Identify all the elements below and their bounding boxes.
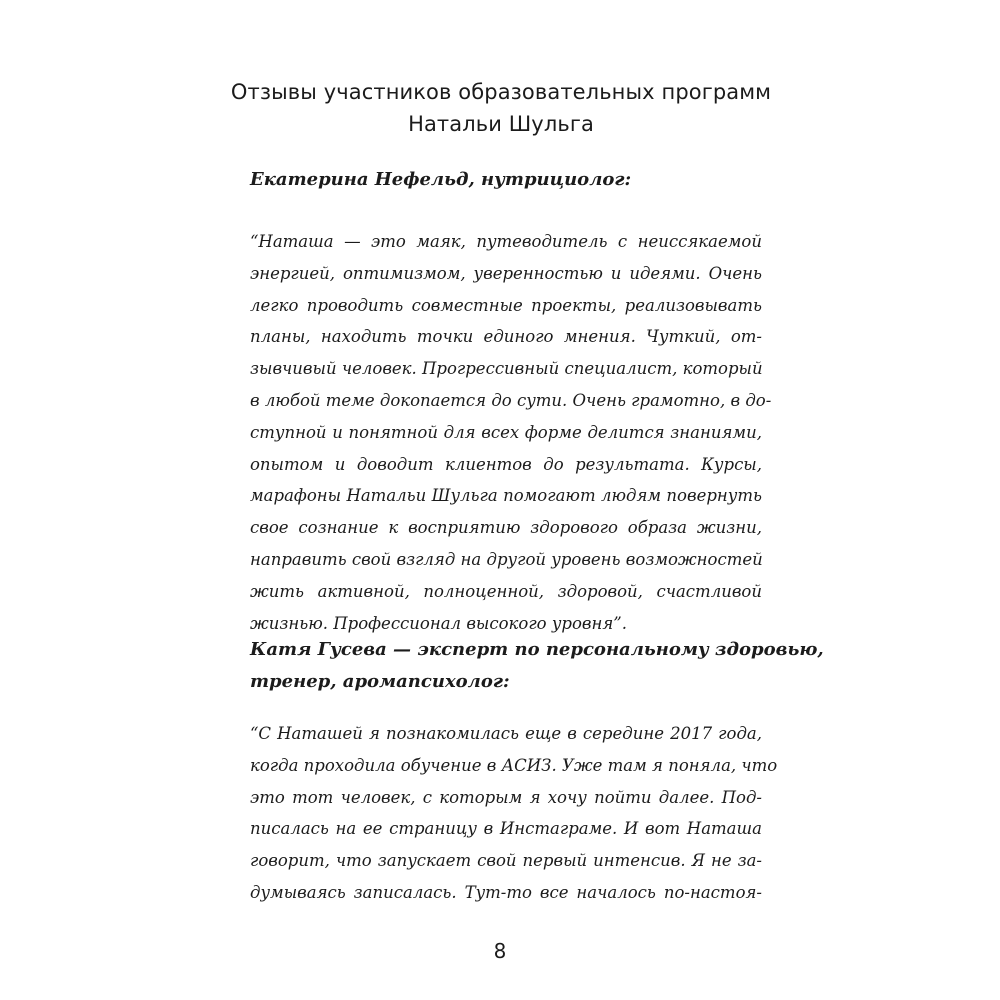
review-text-line: марафоны Натальи Шульга помогают людям повернуть [250,486,762,506]
page-title [160,76,842,140]
review-text-line: это тот человек, с которым я хочу пойти далее. Под- [250,787,762,807]
page-number: 8 [493,939,507,963]
review-text-line: когда проходила обучение в АСИЗ. Уже там я поняла, что [250,755,778,775]
review-1-author [250,164,762,196]
review-1-text [250,226,772,639]
review-text-line: говорит, что запускает свой первый интенсив. Я не за- [250,851,762,871]
review-text-line: планы, находить точки единого мнения. Чуткий, от- [250,327,762,347]
review-2-author [250,634,824,698]
review-text-line: направить свой взгляд на другой уровень возможностей [250,549,763,569]
review-author-line: Екатерина Нефельд, нутрициолог: [250,169,632,190]
review-text-line: легко проводить совместные проекты, реализовывать [250,295,762,315]
review-text-line: писалась на ее страницу в Инстаграме. И вот Наташа [250,819,762,839]
page-title-line: Натальи Шульга [408,112,594,136]
review-text-line: “Наташа — это маяк, путеводитель с неиссякаемой [250,232,762,251]
review-2-text [250,718,778,909]
review-text-line: свое сознание к восприятию здорового образа жизни, [250,518,762,538]
review-text-line: опытом и доводит клиентов до результата. Курсы, [250,454,762,474]
review-author-line: Катя Гусева — эксперт по персональному здоровью, [250,639,824,660]
page-title-line: Отзывы участников образовательных программ [230,80,772,104]
review-text-line: зывчивый человек. Прогрессивный специалист, который [250,359,763,379]
review-text-line: думываясь записалась. Тут-то все началось по-настоя- [250,882,762,902]
review-text-line: жить активной, полноценной, здоровой, счастливой [250,581,762,601]
review-text-line: в любой теме докопается до сути. Очень грамотно, в до- [250,390,772,410]
review-text-line: энергией, оптимизмом, уверенностью и идеями. Очень [250,263,762,283]
review-author-line: тренер, аромапсихолог: [250,671,510,692]
review-text-line: жизнью. Профессионал высокого уровня”. [250,613,627,633]
review-text-line: ступной и понятной для всех форме делится знаниями, [250,422,762,442]
review-text-line: “С Наташей я познакомилась еще в середине 2017 года, [250,724,762,743]
